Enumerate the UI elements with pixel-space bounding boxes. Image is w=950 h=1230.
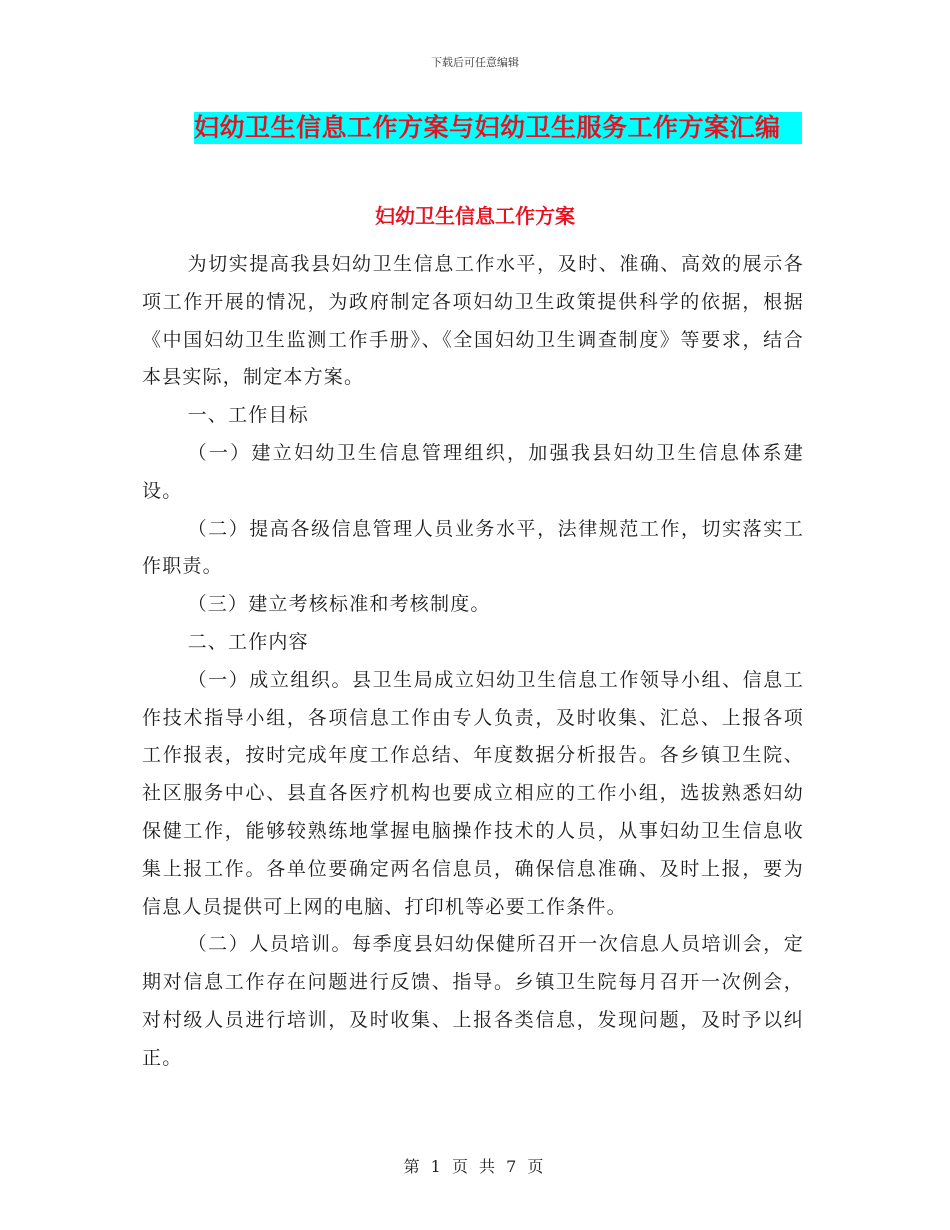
paragraph-intro: 为切实提高我县妇幼卫生信息工作水平，及时、准确、高效的展示各项工作开展的情况，为政府制定各项妇幼卫生政策提供科学的依据，根据《中国妇幼卫生监测工作手册》、《全国妇幼卫生调查制度》等要求，结合本县实际，制定本方案。 xyxy=(142,253,804,389)
paragraph-content-2: （二）人员培训。每季度县妇幼保健所召开一次信息人员培训会，定期对信息工作存在问题进行反馈、指导。乡镇卫生院每月召开一次例会，对村级人员进行培训，及时收集、上报各类信息，发现问题，及时予以纠正。 xyxy=(142,933,804,1069)
heading-work-content: 二、工作内容 xyxy=(187,630,309,653)
paragraph-content-1: （一）成立组织。县卫生局成立妇幼卫生信息工作领导小组、信息工作技术指导小组，各项信息工作由专人负责，及时收集、汇总、上报各项工作报表，按时完成年度工作总结、年度数据分析报告。各乡镇卫生院、社区服务中心、县直各医疗机构也要成立相应的工作小组，选拔熟悉妇幼保健工作，能够较熟练地掌握电脑操作技术的人员，从事妇幼卫生信息收集上报工作。各单位要确定两名信息员，确保信息准确、及时上报，要为信息人员提供可上网的电脑、打印机等必要工作条件。 xyxy=(142,668,804,918)
section-title: 妇幼卫生信息工作方案 xyxy=(375,204,575,228)
document-body xyxy=(142,246,804,1078)
page-footer: 第 1 页 共 7 页 xyxy=(403,1157,547,1176)
paragraph-goal-3: （三）建立考核标准和考核制度。 xyxy=(187,593,491,616)
heading-work-goals: 一、工作目标 xyxy=(187,404,309,427)
document-main-title: 妇幼卫生信息工作方案与妇幼卫生服务工作方案汇编 xyxy=(194,112,802,144)
page-header-note: 下载后可任意编辑 xyxy=(431,56,519,69)
paragraph-goal-1: （一）建立妇幼卫生信息管理组织，加强我县妇幼卫生信息体系建设。 xyxy=(142,441,804,502)
paragraph-goal-2: （二）提高各级信息管理人员业务水平，法律规范工作，切实落实工作职责。 xyxy=(142,517,804,578)
